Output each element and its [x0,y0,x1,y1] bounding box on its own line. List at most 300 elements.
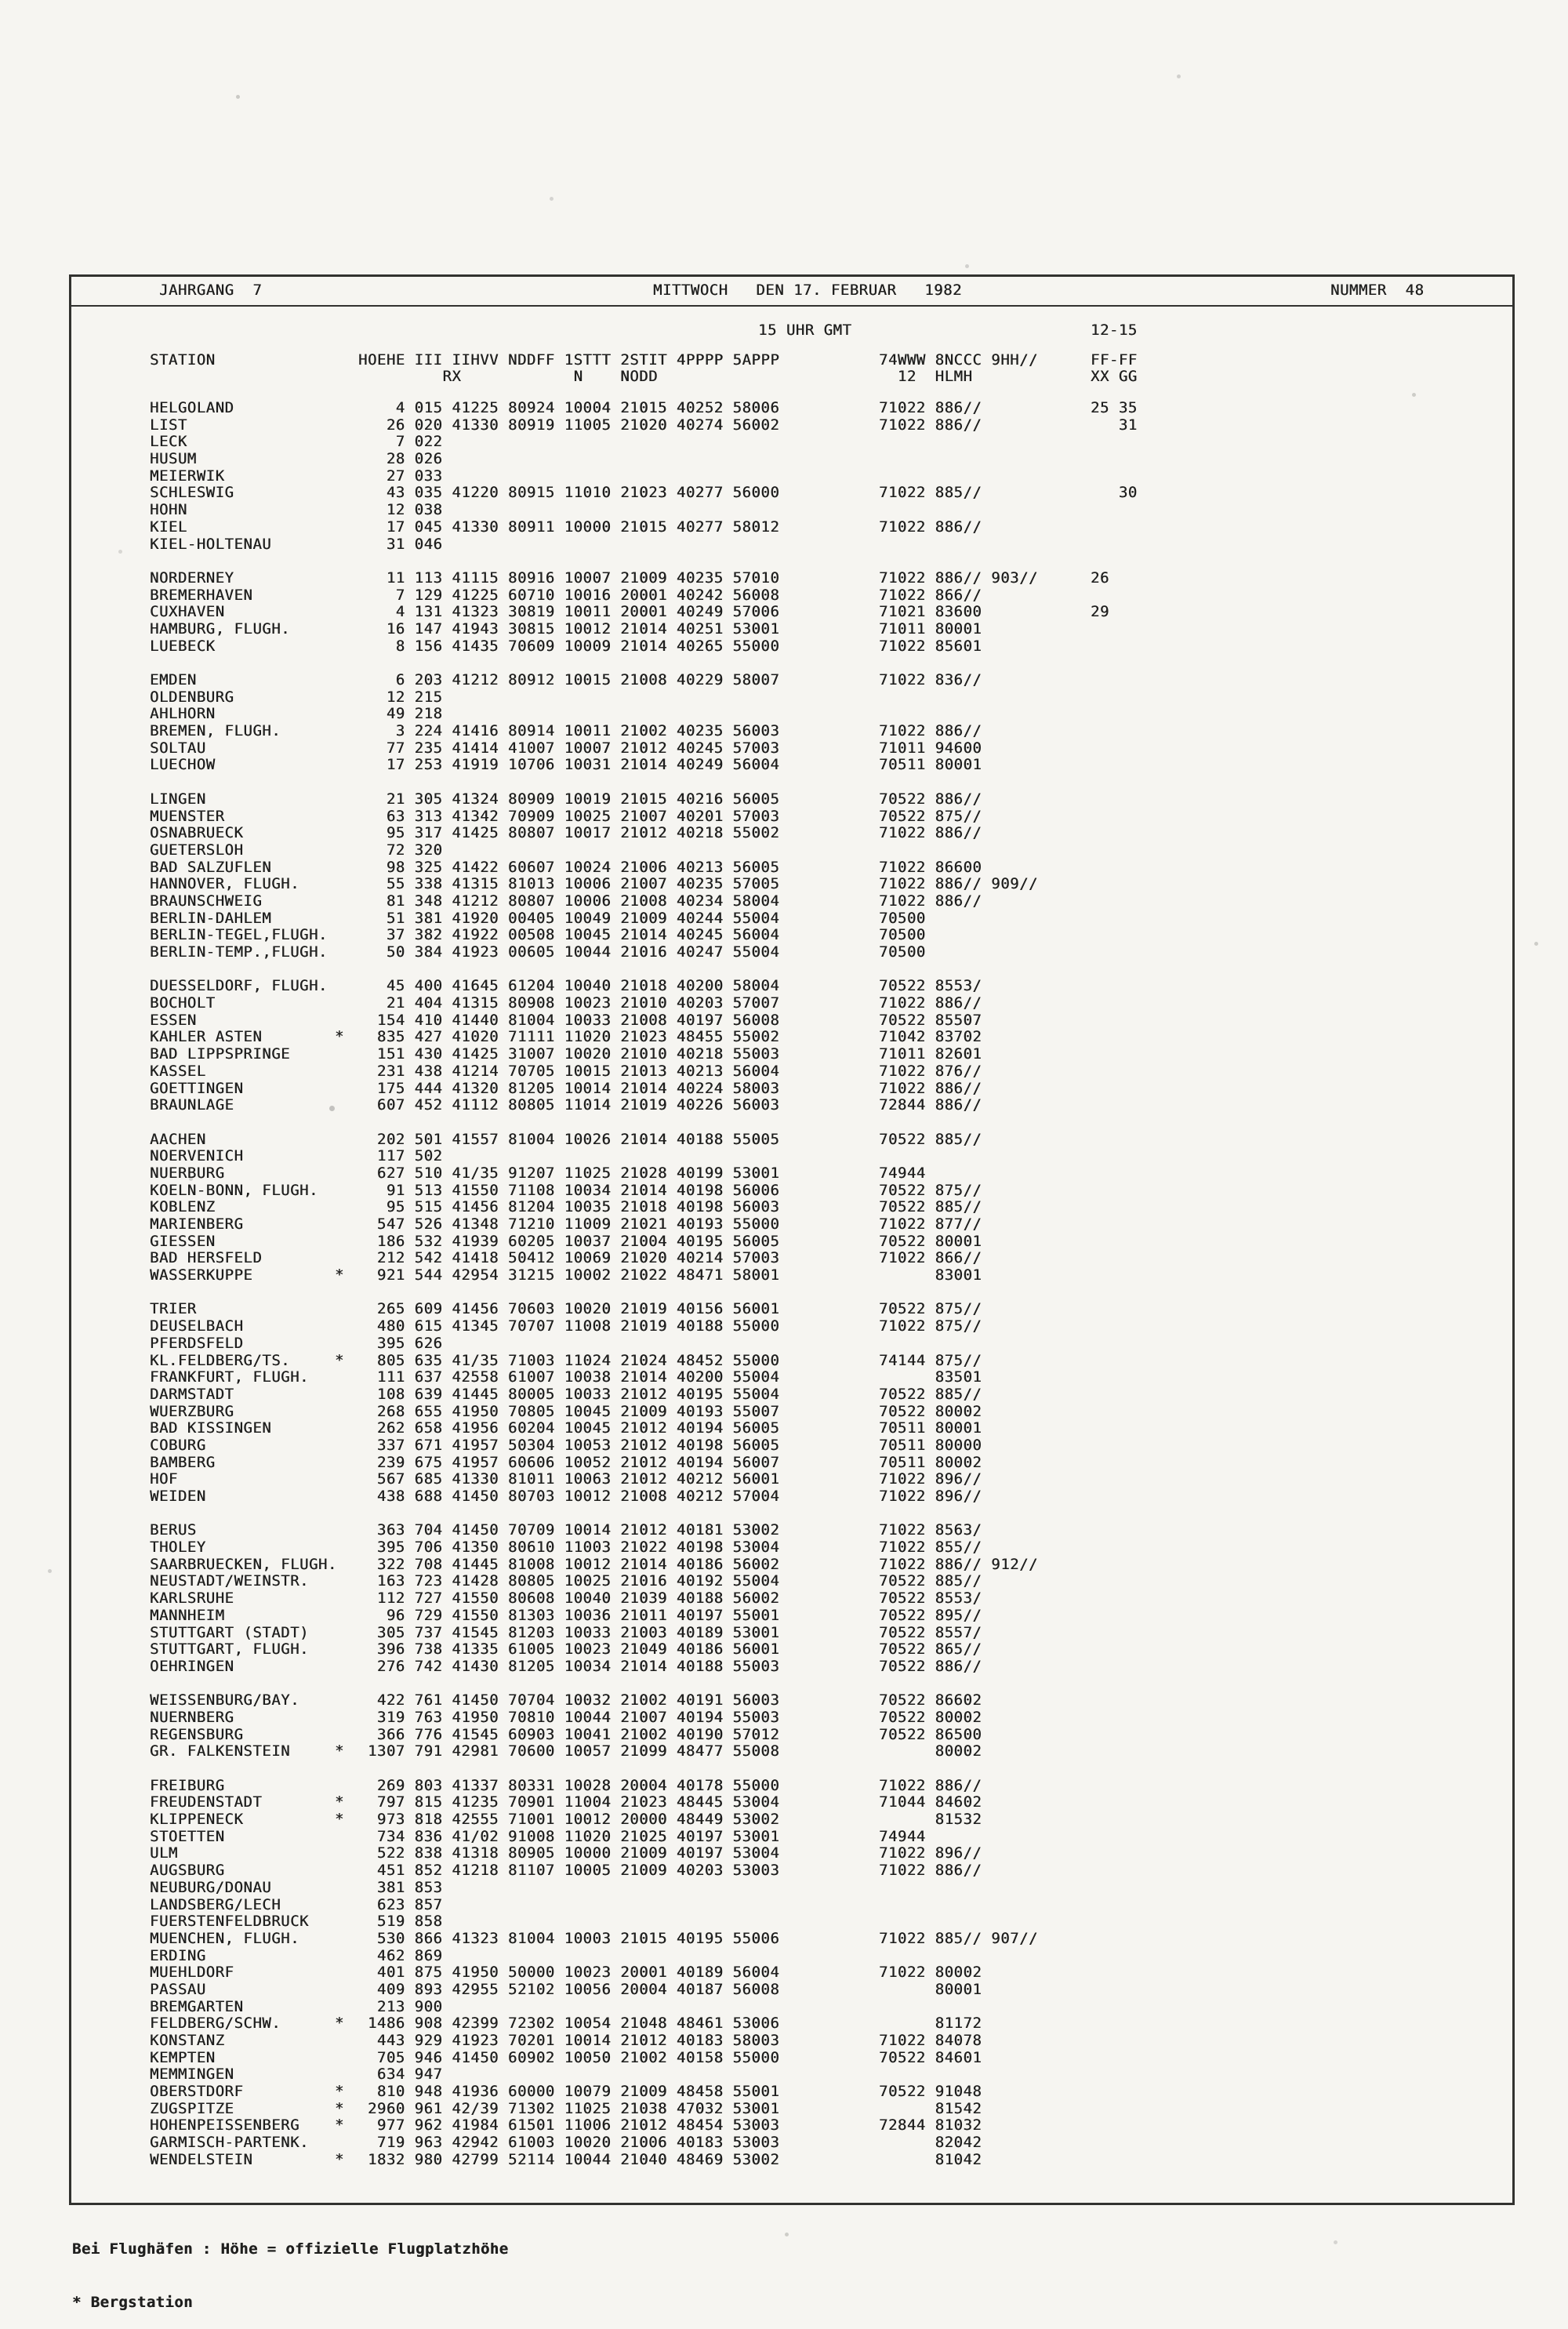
station-row [71,1811,1512,1829]
station-row [71,723,1512,740]
synop-extra-groups: 71022 896// [879,1844,982,1862]
synop-extra-groups: 71022 86600 [879,858,982,876]
station-name: HOF [150,1470,178,1488]
station-row [71,927,1512,944]
observation-time-label: 15 UHR GMT [758,322,852,339]
station-name: WENDELSTEIN [150,2150,253,2168]
station-group [71,1522,1512,1675]
station-row [71,893,1512,910]
station-row [71,1982,1512,1999]
station-name: DEUSELBACH [150,1317,244,1335]
station-row [71,1573,1512,1590]
station-row [71,1557,1512,1574]
station-row [71,757,1512,774]
synop-main-groups: 337 671 41957 50304 10053 21012 40198 56005 [358,1436,780,1454]
station-row [71,451,1512,468]
station-row [71,587,1512,605]
synop-extra-groups: 70522 885// [879,1385,982,1403]
station-row [71,1301,1512,1318]
station-name: REGENSBURG [150,1725,244,1743]
station-name: ESSEN [150,1011,197,1029]
station-row [71,400,1512,417]
station-name: FUERSTENFELDBRUCK [150,1913,309,1931]
synop-main-groups: 797 815 41235 70901 11004 21023 48445 53004 [358,1793,780,1811]
station-row [71,2152,1512,2169]
synop-main-groups: 3 224 41416 80914 10011 21002 40235 56003 [358,722,780,740]
synop-extra-groups: 71022 886// 903// [879,569,1038,587]
synop-extra-groups: 71022 886// [879,722,982,740]
wind-ff-value: 30 [1091,484,1138,502]
station-name: DARMSTADT [150,1385,234,1403]
synop-main-groups: 381 853 [358,1878,443,1896]
synop-main-groups: 95 515 41456 81204 10035 21018 40198 56003 [358,1198,780,1216]
station-row [71,1420,1512,1437]
synop-extra-groups: 70511 80001 [879,1419,982,1437]
synop-main-groups: 95 317 41425 80807 10017 21012 40218 55002 [358,824,780,842]
synop-extra-groups: 71022 877// [879,1215,982,1233]
synop-extra-groups: 80002 [879,1742,982,1760]
synop-main-groups: 276 742 41430 81205 10034 21014 40188 55003 [358,1657,780,1675]
synop-main-groups: 4 131 41323 30819 10011 20001 40249 57006 [358,603,780,621]
synop-main-groups: 627 510 41/35 91207 11025 21028 40199 53001 [358,1164,780,1182]
header-divider [71,305,1512,307]
wind-ff-value: 31 [1091,416,1138,434]
station-table [71,400,1512,2185]
page-footer [72,2205,508,2329]
station-name: GARMISCH-PARTENK. [150,2134,309,2152]
synop-main-groups: 8 156 41435 70609 10009 21014 40265 55000 [358,637,780,655]
station-name: AHLHORN [150,705,216,723]
synop-main-groups: 519 858 [358,1913,443,1931]
synop-main-groups: 163 723 41428 80805 10025 21016 40192 55004 [358,1572,780,1590]
station-row [71,791,1512,808]
station-row [71,740,1512,758]
station-row [71,1165,1512,1183]
station-name: MEMMINGEN [150,2066,234,2084]
station-row [71,2033,1512,2050]
station-name: BREMEN, FLUGH. [150,722,281,740]
synop-extra-groups: 71022 885// [879,484,982,502]
synop-extra-groups: 71022 876// [879,1062,982,1080]
synop-main-groups: 265 609 41456 70603 10020 21019 40156 56001 [358,1300,780,1318]
station-row [71,1216,1512,1234]
synop-extra-groups: 81042 [879,2150,982,2168]
station-name: STUTTGART, FLUGH. [150,1640,309,1659]
station-name: WASSERKUPPE [150,1266,253,1284]
synop-extra-groups: 71022 896// [879,1488,982,1505]
synop-extra-groups: 74944 [879,1827,926,1845]
synop-main-groups: 6 203 41212 80912 10015 21008 40229 58007 [358,671,780,689]
footer-note-bergstation: * Bergstation [72,2293,193,2311]
station-row [71,1335,1512,1353]
synop-main-groups: 835 427 41020 71111 11020 21023 48455 55002 [358,1028,780,1046]
synop-extra-groups: 71022 886// [879,1862,982,1880]
synop-extra-groups: 82042 [879,2134,982,2152]
synop-extra-groups: 71022 886// [879,1776,982,1794]
station-name: OSNABRUECK [150,824,244,842]
station-name: MEIERWIK [150,467,225,485]
station-name: TRIER [150,1300,197,1318]
synop-main-groups: 522 838 41318 80905 10000 21009 40197 53004 [358,1844,780,1862]
station-row [71,570,1512,587]
station-row [71,1404,1512,1421]
synop-extra-groups: 83001 [879,1266,982,1284]
station-name: KONSTANZ [150,2032,225,2049]
synop-main-groups: 805 635 41/35 71003 11024 21024 48452 55000 [358,1351,780,1369]
station-row [71,1455,1512,1472]
station-name: LINGEN [150,790,206,808]
station-row [71,434,1512,451]
synop-main-groups: 17 045 41330 80911 10000 21015 40277 58012 [358,518,780,536]
period-label: 12-15 [1091,322,1138,339]
synop-extra-groups: 70522 8557/ [879,1623,982,1641]
station-name: KOELN-BONN, FLUGH. [150,1181,318,1199]
station-name: NUERBURG [150,1164,225,1182]
station-name: LUEBECK [150,637,216,655]
station-name: BERLIN-DAHLEM [150,909,272,927]
station-name: LUECHOW [150,756,216,774]
synop-main-groups: 108 639 41445 80005 10033 21012 40195 55004 [358,1385,780,1403]
station-row [71,1369,1512,1386]
bergstation-marker: * [335,1811,344,1829]
station-row [71,1897,1512,1914]
station-name: THOLEY [150,1539,206,1557]
station-row [71,1692,1512,1710]
bergstation-marker: * [335,1793,344,1811]
station-name: CUXHAVEN [150,603,225,621]
synop-main-groups: 117 502 [358,1147,443,1165]
synop-extra-groups: 71022 866// [879,586,982,604]
station-name: BERLIN-TEMP.,FLUGH. [150,943,328,961]
station-row [71,1641,1512,1659]
bergstation-marker: * [335,2099,344,2117]
station-row [71,1743,1512,1760]
synop-main-groups: 1307 791 42981 70600 10057 21099 48477 55008 [358,1742,780,1760]
station-row [71,485,1512,502]
synop-extra-groups: 72844 886// [879,1096,982,1114]
station-row [71,1964,1512,1982]
station-row [71,1913,1512,1931]
station-name: NORDERNEY [150,569,234,587]
station-row [71,1488,1512,1506]
station-row [71,536,1512,554]
station-name: GIESSEN [150,1232,216,1250]
station-row [71,944,1512,961]
station-name: KIEL [150,518,187,536]
synop-main-groups: 21 404 41315 80908 10023 21010 40203 57007 [358,994,780,1012]
footer-note-airports: Bei Flughäfen : Höhe = offizielle Flugplatzhöhe [72,2240,509,2258]
scan-noise [0,0,2,2]
synop-main-groups: 395 706 41350 80610 11003 21022 40198 53004 [358,1539,780,1557]
station-row [71,1880,1512,1897]
synop-extra-groups: 71042 83702 [879,1028,982,1046]
station-row [71,1659,1512,1676]
bergstation-marker: * [335,2015,344,2033]
synop-main-groups: 12 215 [358,688,443,706]
synop-extra-groups: 70500 [879,909,926,927]
station-row [71,1318,1512,1335]
synop-extra-groups: 71022 886// [879,824,982,842]
synop-extra-groups: 71044 84602 [879,1793,982,1811]
synop-main-groups: 112 727 41550 80608 10040 21039 40188 56002 [358,1590,780,1608]
station-row [71,1267,1512,1284]
synop-extra-groups: 70522 895// [879,1606,982,1624]
station-row [71,1097,1512,1114]
station-row [71,1778,1512,1795]
synop-main-groups: 395 626 [358,1334,443,1352]
synop-main-groups: 81 348 41212 80807 10006 21008 40234 58004 [358,892,780,910]
synop-main-groups: 319 763 41950 70810 10044 21007 40194 55003 [358,1708,780,1726]
synop-extra-groups: 70522 8553/ [879,977,982,995]
synop-main-groups: 443 929 41923 70201 10014 21012 40183 58003 [358,2032,780,2049]
station-name: KL.FELDBERG/TS. [150,1351,291,1369]
station-name: BERLIN-TEGEL,FLUGH. [150,926,328,944]
station-row [71,1183,1512,1200]
synop-extra-groups: 70500 [879,943,926,961]
station-row [71,604,1512,621]
station-name: BERUS [150,1521,197,1539]
synop-extra-groups: 71011 82601 [879,1045,982,1063]
synop-main-groups: 480 615 41345 70707 11008 21019 40188 55000 [358,1317,780,1335]
synop-extra-groups: 70522 91048 [879,2083,982,2101]
column-subheader-synop-groups: RX N NODD [358,368,659,385]
bergstation-marker: * [335,2083,344,2101]
station-name: OEHRINGEN [150,1657,234,1675]
synop-main-groups: 63 313 41342 70909 10025 21007 40201 57003 [358,807,780,825]
bergstation-marker: * [335,1266,344,1284]
station-row [71,1353,1512,1370]
station-name: HANNOVER, FLUGH. [150,875,300,893]
column-header-station: STATION [150,351,216,369]
synop-extra-groups: 71022 886// [879,892,982,910]
station-row [71,808,1512,826]
station-name: ERDING [150,1946,206,1964]
synop-main-groups: 49 218 [358,705,443,723]
station-row [71,672,1512,689]
station-name: LECK [150,433,187,451]
synop-main-groups: 213 900 [358,1997,443,2015]
station-name: AUGSBURG [150,1862,225,1880]
station-name: HELGOLAND [150,399,234,416]
synop-main-groups: 567 685 41330 81011 10063 21012 40212 56001 [358,1470,780,1488]
station-name: OBERSTDORF [150,2083,244,2101]
synop-main-groups: 231 438 41214 70705 10015 21013 40213 56004 [358,1062,780,1080]
station-row [71,1437,1512,1455]
station-name: WUERZBURG [150,1402,234,1420]
station-row [71,1931,1512,1948]
station-row [71,2084,1512,2101]
station-name: WEISSENBURG/BAY. [150,1691,300,1710]
synop-main-groups: 422 761 41450 70704 10032 21002 40191 56003 [358,1691,780,1710]
station-name: NUERNBERG [150,1708,234,1726]
station-name: SAARBRUECKEN, FLUGH. [150,1555,337,1573]
station-row [71,1539,1512,1557]
station-row [71,638,1512,656]
station-name: HOHENPEISSENBERG [150,2116,300,2135]
station-group [71,1778,1512,2169]
synop-main-groups: 91 513 41550 71108 10034 21014 40198 56006 [358,1181,780,1199]
synop-extra-groups: 71022 8563/ [879,1521,982,1539]
synop-extra-groups: 70522 885// [879,1130,982,1148]
station-name: KEMPTEN [150,2048,216,2066]
synop-extra-groups: 83501 [879,1368,982,1386]
synop-extra-groups: 70522 886// [879,790,982,808]
station-row [71,2015,1512,2033]
synop-extra-groups: 71022 886// [879,994,982,1012]
station-name: LANDSBERG/LECH [150,1895,281,1913]
synop-extra-groups: 70522 85507 [879,1011,982,1029]
synop-extra-groups: 71022 85601 [879,637,982,655]
station-row [71,825,1512,842]
station-name: EMDEN [150,671,197,689]
station-row [71,1727,1512,1744]
wind-ff-value: 25 35 [1091,399,1138,416]
station-row [71,519,1512,536]
station-name: KAHLER ASTEN [150,1028,263,1046]
station-name: ZUGSPITZE [150,2099,234,2117]
synop-main-groups: 7 022 [358,433,443,451]
synop-main-groups: 268 655 41950 70805 10045 21009 40193 55007 [358,1402,780,1420]
bulletin-page-frame [69,274,1515,2205]
synop-extra-groups: 81532 [879,1811,982,1829]
station-row [71,1132,1512,1149]
bergstation-marker: * [335,2116,344,2135]
synop-main-groups: 734 836 41/02 91008 11020 21025 40197 53001 [358,1827,780,1845]
synop-main-groups: 31 046 [358,535,443,553]
bergstation-marker: * [335,2150,344,2168]
synop-main-groups: 175 444 41320 81205 10014 21014 40224 58003 [358,1079,780,1097]
station-group [71,400,1512,553]
synop-extra-groups: 70522 875// [879,1181,982,1199]
synop-main-groups: 396 738 41335 61005 10023 21049 40186 56001 [358,1640,780,1659]
synop-extra-groups: 70522 80002 [879,1708,982,1726]
station-name: FREUDENSTADT [150,1793,263,1811]
synop-extra-groups: 70522 86602 [879,1691,982,1710]
synop-main-groups: 43 035 41220 80915 11010 21023 40277 56000 [358,484,780,502]
synop-main-groups: 154 410 41440 81004 10033 21008 40197 56008 [358,1011,780,1029]
station-name: KIEL-HOLTENAU [150,535,272,553]
station-name: MUENSTER [150,807,225,825]
station-group [71,1692,1512,1760]
synop-extra-groups: 71021 83600 [879,603,982,621]
synop-main-groups: 111 637 42558 61007 10038 21014 40200 55004 [358,1368,780,1386]
date-label: MITTWOCH DEN 17. FEBRUAR 1982 [653,282,962,299]
station-row [71,502,1512,519]
synop-extra-groups: 70522 875// [879,1300,982,1318]
synop-main-groups: 810 948 41936 60000 10079 21009 48458 55001 [358,2083,780,2101]
station-name: BAD KISSINGEN [150,1419,272,1437]
station-name: KASSEL [150,1062,206,1080]
station-row [71,1845,1512,1862]
synop-extra-groups: 70522 8553/ [879,1590,982,1608]
volume-label: JAHRGANG 7 [159,282,263,299]
station-row [71,1590,1512,1608]
synop-main-groups: 547 526 41348 71210 11009 21021 40193 55000 [358,1215,780,1233]
column-subheader-extra-groups: 12 HLMH [879,368,973,385]
station-name: BOCHOLT [150,994,216,1012]
station-row [71,706,1512,723]
station-row [71,1522,1512,1539]
synop-extra-groups: 74144 875// [879,1351,982,1369]
station-row [71,1012,1512,1030]
synop-main-groups: 623 857 [358,1895,443,1913]
synop-main-groups: 921 544 42954 31215 10002 21022 48471 58001 [358,1266,780,1284]
column-header-extra-groups: 74WWW 8NCCC 9HH// [879,351,1038,369]
station-row [71,2050,1512,2067]
station-row [71,1029,1512,1046]
station-row [71,2101,1512,2118]
synop-extra-groups: 71022 84078 [879,2032,982,2049]
synop-main-groups: 269 803 41337 80331 10028 20004 40178 55000 [358,1776,780,1794]
station-group [71,1301,1512,1505]
station-name: ULM [150,1844,178,1862]
station-row [71,1386,1512,1404]
synop-extra-groups: 70522 80001 [879,1232,982,1250]
synop-extra-groups: 71022 886// [879,518,982,536]
station-row [71,468,1512,485]
station-row [71,1862,1512,1880]
station-name: PFERDSFELD [150,1334,244,1352]
synop-main-groups: 28 026 [358,450,443,468]
synop-main-groups: 634 947 [358,2066,443,2084]
station-row [71,689,1512,707]
synop-extra-groups: 70522 80002 [879,1402,982,1420]
synop-main-groups: 305 737 41545 81203 10033 21003 40189 53001 [358,1623,780,1641]
synop-extra-groups: 71022 886// [879,1079,982,1097]
station-name: KOBLENZ [150,1198,216,1216]
station-name: MUENCHEN, FLUGH. [150,1929,300,1947]
synop-main-groups: 401 875 41950 50000 10023 20001 40189 56004 [358,1964,780,1982]
station-name: COBURG [150,1436,206,1454]
station-name: HUSUM [150,450,197,468]
synop-main-groups: 21 305 41324 80909 10019 21015 40216 56005 [358,790,780,808]
synop-main-groups: 50 384 41923 00605 10044 21016 40247 55004 [358,943,780,961]
station-name: MANNHEIM [150,1606,225,1624]
station-row [71,1250,1512,1267]
synop-main-groups: 262 658 41956 60204 10045 21012 40194 56005 [358,1419,780,1437]
station-name: FREIBURG [150,1776,225,1794]
synop-main-groups: 977 962 41984 61501 11006 21012 48454 53003 [358,2116,780,2135]
synop-extra-groups: 71022 886// 909// [879,875,1038,893]
station-group [71,791,1512,961]
station-name: DUESSELDORF, FLUGH. [150,977,328,995]
synop-main-groups: 409 893 42955 52102 10056 20004 40187 56008 [358,1980,780,1998]
synop-main-groups: 705 946 41450 60902 10050 21002 40158 55000 [358,2048,780,2066]
synop-extra-groups: 71011 80001 [879,619,982,638]
synop-extra-groups: 70522 886// [879,1657,982,1675]
station-name: GUETERSLOH [150,841,244,859]
station-name: KLIPPENECK [150,1811,244,1829]
synop-main-groups: 4 015 41225 80924 10004 21015 40252 58006 [358,399,780,416]
station-row [71,978,1512,995]
synop-main-groups: 72 320 [358,841,443,859]
station-row [71,1829,1512,1846]
station-name: NEUBURG/DONAU [150,1878,272,1896]
station-name: BAD HERSFELD [150,1249,263,1267]
station-name: BREMERHAVEN [150,586,253,604]
station-name: FELDBERG/SCHW. [150,2015,281,2033]
station-row [71,2066,1512,2084]
station-name: HAMBURG, FLUGH. [150,619,291,638]
synop-main-groups: 16 147 41943 30815 10012 21014 40251 53001 [358,619,780,638]
station-name: NOERVENICH [150,1147,244,1165]
station-group [71,570,1512,655]
station-row [71,2135,1512,2152]
synop-main-groups: 366 776 41545 60903 10041 21002 40190 57012 [358,1725,780,1743]
synop-main-groups: 17 253 41919 10706 10031 21014 40249 56004 [358,756,780,774]
bergstation-marker: * [335,1351,344,1369]
synop-main-groups: 1832 980 42799 52114 10044 21040 48469 53002 [358,2150,780,2168]
